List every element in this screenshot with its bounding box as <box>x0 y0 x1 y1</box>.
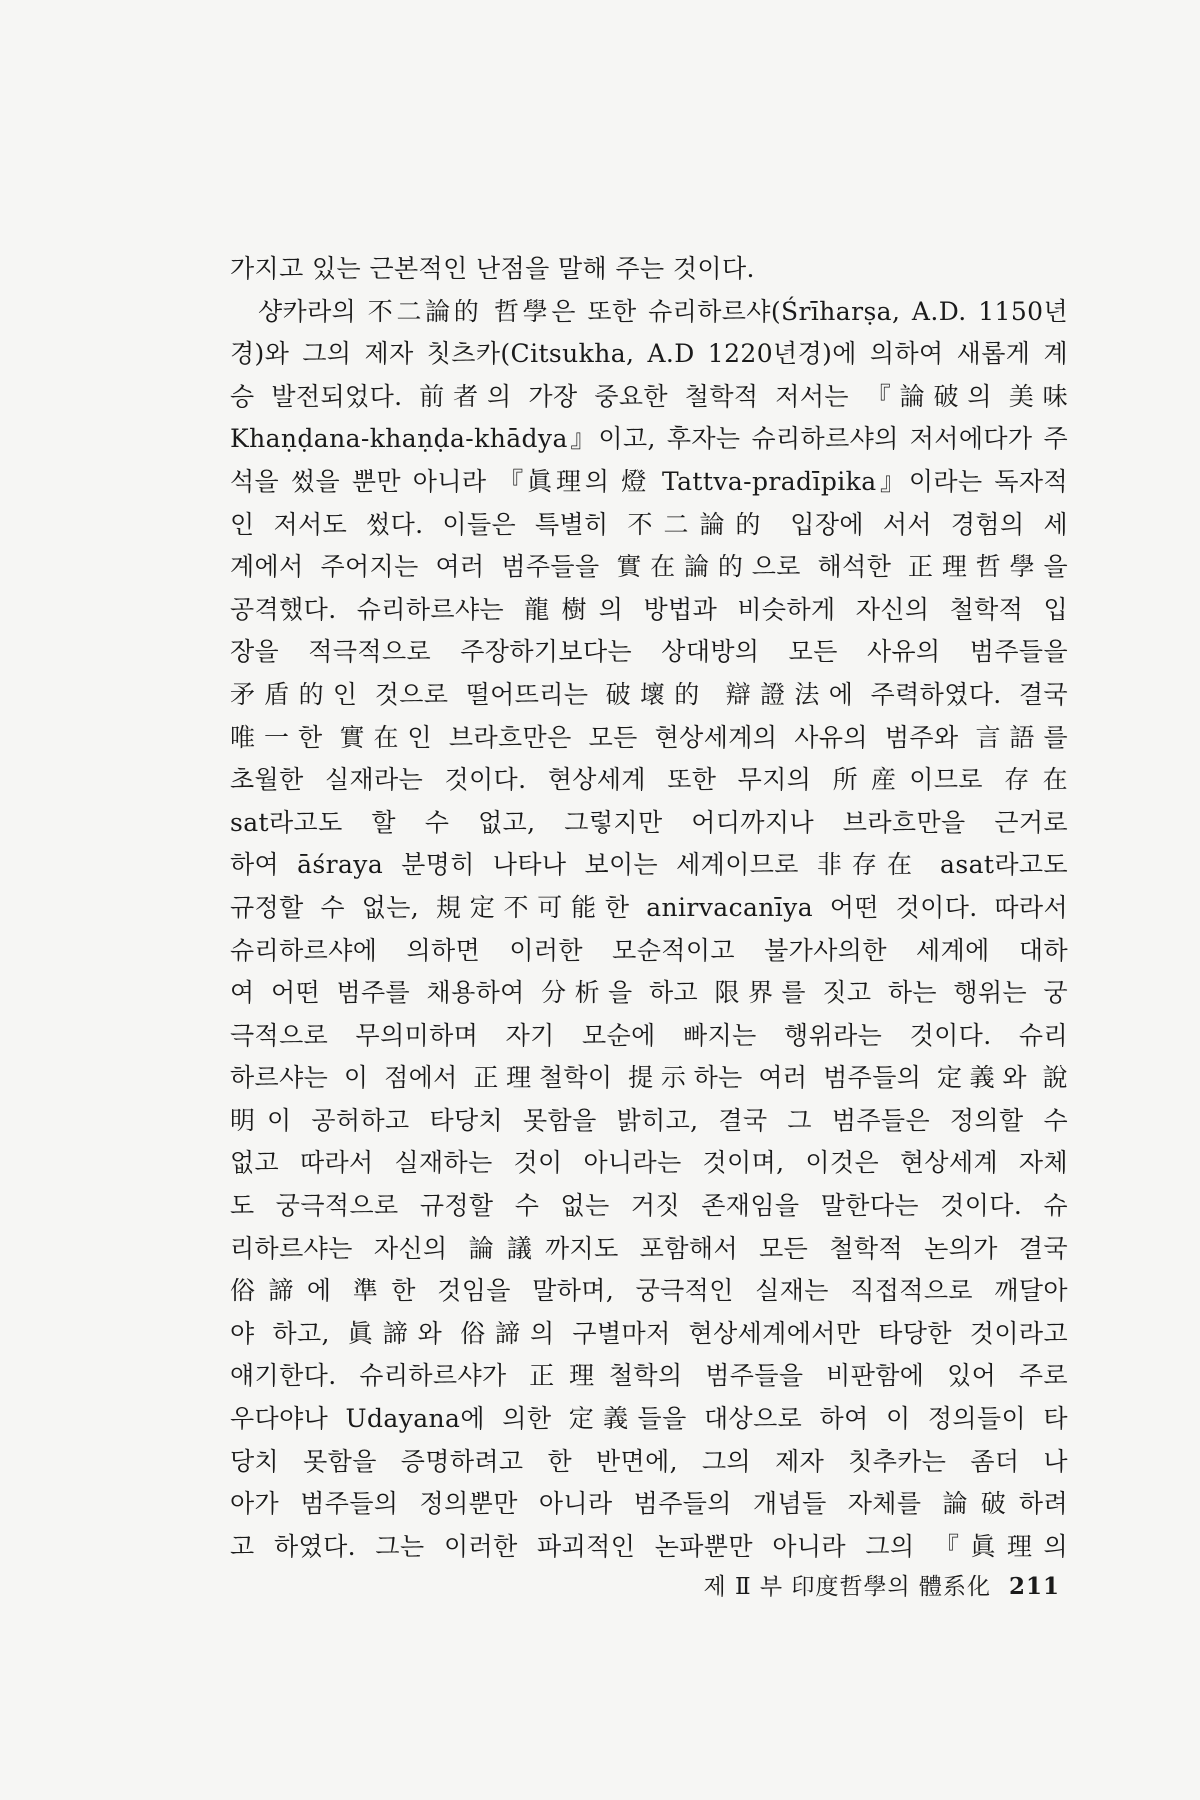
text-line: 고 하였다. 그는 이러한 파괴적인 논파뿐만 아니라 그의 『眞理의 <box>230 1531 1068 1561</box>
text-line: 여 어떤 범주를 채용하여 分析을 하고 限界를 짓고 하는 행위는 궁 <box>230 978 1068 1008</box>
page-number: 211 <box>1008 1573 1060 1600</box>
text-line: 샹카라의 不二論的 哲學은 또한 슈리하르샤(Śrīharṣa, A.D. 1150년 <box>258 296 1068 326</box>
text-line: 明이 공허하고 타당치 못함을 밝히고, 결국 그 범주들은 정의할 수 <box>230 1105 1068 1135</box>
text-line: 俗諦에 準한 것임을 말하며, 궁극적인 실재는 직접적으로 깨달아 <box>230 1276 1068 1306</box>
text-line: 석을 썼을 뿐만 아니라 『眞理의 燈 Tattva-pradīpika』이라는 독자적 <box>230 466 1068 496</box>
text-line: Khaṇḍana-khaṇḍa-khādya』이고, 후자는 슈리하르샤의 저서에다가 주 <box>230 424 1068 454</box>
running-head: 제 Ⅱ 부 印度哲學의 體系化 <box>703 1574 991 1600</box>
text-line: 당치 못함을 증명하려고 한 반면에, 그의 제자 칫추카는 좀더 나 <box>230 1446 1068 1476</box>
text-line: 야 하고, 眞諦와 俗諦의 구별마저 현상세계에서만 타당한 것이라고 <box>230 1318 1068 1348</box>
text-line: 하르샤는 이 점에서 正理철학이 提示하는 여러 범주들의 定義와 說 <box>230 1063 1068 1093</box>
text-line: 리하르샤는 자신의 論議까지도 포함해서 모든 철학적 논의가 결국 <box>230 1233 1068 1263</box>
text-line: 얘기한다. 슈리하르샤가 正理철학의 범주들을 비판함에 있어 주로 <box>230 1361 1068 1391</box>
text-line: 우다야나 Udayana에 의한 定義들을 대상으로 하여 이 정의들이 타 <box>230 1404 1068 1434</box>
text-line: 矛盾的인 것으로 떨어뜨리는 破壞的 辯證法에 주력하였다. 결국 <box>230 679 1068 709</box>
text-line: 규정할 수 없는, 規定不可能한 anirvacanīya 어떤 것이다. 따라서 <box>230 892 1068 922</box>
text-line: 唯一한 實在인 브라흐만은 모든 현상세계의 사유의 범주와 言語를 <box>230 722 1068 752</box>
text-line: 경)와 그의 제자 칫츠카(Citsukha, A.D 1220년경)에 의하여 새롭게 계 <box>230 339 1068 369</box>
text-line: 승 발전되었다. 前者의 가장 중요한 철학적 저서는 『論破의 美味 <box>230 381 1068 411</box>
text-line: 아가 범주들의 정의뿐만 아니라 범주들의 개념들 자체를 論破하려 <box>230 1489 1068 1519</box>
text-line: 인 저서도 썼다. 이들은 특별히 不二論的 입장에 서서 경험의 세 <box>230 509 1068 539</box>
body-text <box>230 248 1068 1568</box>
text-line: 극적으로 무의미하며 자기 모순에 빠지는 행위라는 것이다. 슈리 <box>230 1020 1068 1050</box>
text-line: 가지고 있는 근본적인 난점을 말해 주는 것이다. <box>230 254 755 283</box>
text-line: 계에서 주어지는 여러 범주들을 實在論的으로 해석한 正理哲學을 <box>230 552 1068 582</box>
text-line: 장을 적극적으로 주장하기보다는 상대방의 모든 사유의 범주들을 <box>230 637 1068 667</box>
text-line: 없고 따라서 실재하는 것이 아니라는 것이며, 이것은 현상세계 자체 <box>230 1148 1068 1178</box>
text-line: 하여 āśraya 분명히 나타나 보이는 세계이므로 非存在 asat라고도 <box>230 850 1068 880</box>
text-line: 초월한 실재라는 것이다. 현상세계 또한 무지의 所産이므로 存在 <box>230 765 1068 795</box>
text-line: 도 궁극적으로 규정할 수 없는 거짓 존재임을 말한다는 것이다. 슈 <box>230 1191 1068 1221</box>
text-line: 공격했다. 슈리하르샤는 龍樹의 방법과 비슷하게 자신의 철학적 입 <box>230 594 1068 624</box>
page-footer <box>703 1568 1060 1601</box>
text-line: 슈리하르샤에 의하면 이러한 모순적이고 불가사의한 세계에 대하 <box>230 935 1068 965</box>
text-line: sat라고도 할 수 없고, 그렇지만 어디까지나 브라흐만을 근거로 <box>230 807 1068 837</box>
